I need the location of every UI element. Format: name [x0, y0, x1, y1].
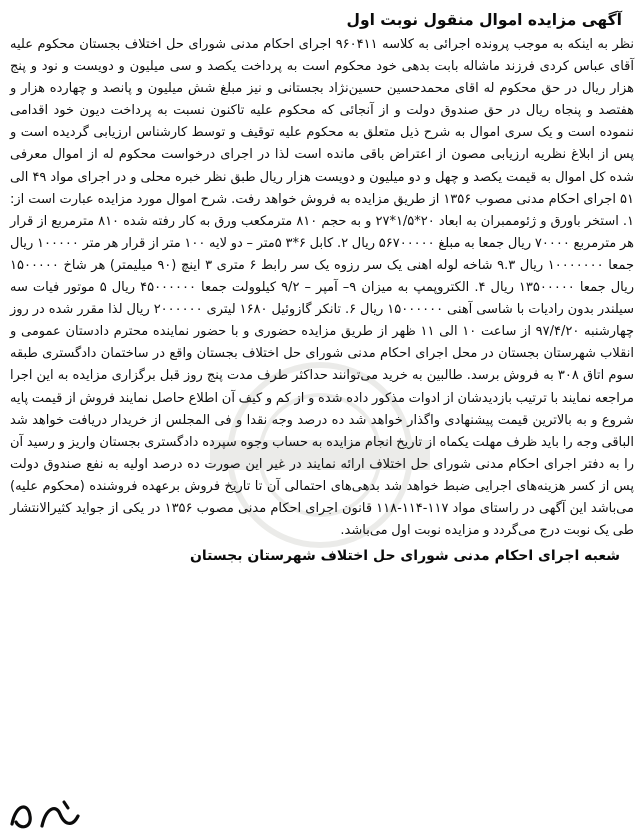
- notice-body: نظر به اینکه به موجب پرونده اجرائی به کلاسه ۹۶۰۴۱۱ اجرای احکام مدنی شورای حل اختلاف بجستان محکوم علیه آقای عباس کردی فرزند ماشاله بابت بدهی خود محکوم است به پرداخت یکصد و سی میلیون و دویست و نود و پنج هزار ریال در حق محکوم له اقای محمدحسین حسین‌نژاد بجستانی و نیز مبلغ شش میلیون و پانصد و چهارده هزار و هفتصد و پنجاه ریال در حق صندوق دولت و از آنجائی که محکوم علیه تاکنون نسبت به پرداخت دیون خود اقدامی ننموده است و یک سری اموال به شرح ذیل متعلق به محکوم علیه توقیف و توسط کارشناس ارزیابی گردیده است و پس از ابلاغ نظریه ارزیابی مصون از اعتراض باقی مانده است لذا در اجرای درخواست محکوم له از اموال معرفی شده کل اموال به قیمت یکصد و چهل و دو میلیون و دویست هزار ریال طبق نظر خبره محلی و در اجرای مواد ۴۹ الی ۵۱ اجرای احکام مدنی مصوب ۱۳۵۶ از طریق مزایده به فروش خواهد رفت. شرح اموال مورد مزایده عبارت است از: ۱. استخر باورق و ژئوممبران به ابعاد ۲۰*۱/۵*۲۷ و به حجم ۸۱۰ مترمکعب ورق به کار رفته شده ۸۱۰ مترمربع از قرار هر مترمربع ۷۰۰۰۰ ریال جمعا به مبلغ ۵۶۷۰۰۰۰۰ ریال ۲. کابل ۶*۳ ۵متر – دو لایه ۱۰۰ متر از قرار هر متر ۱۰۰۰۰۰ ریال جمعا ۱۰۰۰۰۰۰۰ ریال ۹.۳ شاخه لوله اهنی یک سر رزوه یک سر رابط ۶ متری ۳ اینچ (۹۰ میلیمتر) هر شاخ ۱۵۰۰۰۰۰ ریال جمعا ۱۳۵۰۰۰۰۰ ریال ۴. الکتروپمپ به میزان ۹– آمپر – ۹/۲ کیلوولت جمعا ۴۵۰۰۰۰۰۰ ریال ۵ موتور فیات سه سیلندر بدون رادیات با شاسی آهنی ۱۵۰۰۰۰۰۰ ریال ۶. تانکر گازوئیل ۱۶۸۰ لیتری ۲۰۰۰۰۰۰ ریال لذا مقرر شده در روز چهارشنبه ۹۷/۴/۲۰ از ساعت ۱۰ الی ۱۱ ظهر از طریق مزایده حضوری و با حضور نماینده محترم دادستان عمومی و انقلاب شهرستان بجستان در محل اجرای احکام مدنی شورای حل اختلاف بجستان واقع در ساختمان دادگستری طبقه سوم اتاق ۳۰۸ به فروش برسد. طالبین به خرید می‌توانند حداکثر طرف مدت پنج روز قبل برگزاری مزایده به این اجرا مراجعه نمایند با ترتیب بازدیدشان از ادوات مذکور داده شده و از کم و کیف آن اطلاع حاصل نمایند فروش از قیمت پایه شروع و به بالاترین قیمت پیشنهادی واگذار خواهد شد ده درصد وجه نقدا و فی المجلس از خریدار دریافت خواهد شد الباقی وجه را باید ظرف مهلت یکماه از تاریخ انجام مزایده به حساب وجوه سپرده دادگستری بجستان واریز و رسید آن را به دفتر اجرای احکام مدنی شورای حل اختلاف ارائه نمایند در غیر این صورت ده درصد اولیه به نفع صندوق دولت پس از کسر هزینه‌های اجرایی ضبط خواهد شد بدهی‌های احتمالی آن تا تاریخ فروش برعهده فروشنده (محکوم علیه) می‌باشد این آگهی در راستای مواد ۱۱۷-۱۱۴-۱۱۸ قانون اجرای احکام مدنی مصوب ۱۳۵۶ در یکی از جواید کثیرالانتشار طی یک نوبت درج می‌گردد و مزایده نوبت اول می‌باشد.: [10, 37, 635, 539]
- notice-title: آگهی مزایده اموال منقول نوبت اول: [346, 11, 622, 29]
- auction-notice: [10, 6, 634, 834]
- handwritten-initials-icon: [2, 794, 88, 834]
- notice-signature: شعبه اجرای احکام مدنی شورای حل اختلاف شهرستان بجستان: [189, 548, 620, 565]
